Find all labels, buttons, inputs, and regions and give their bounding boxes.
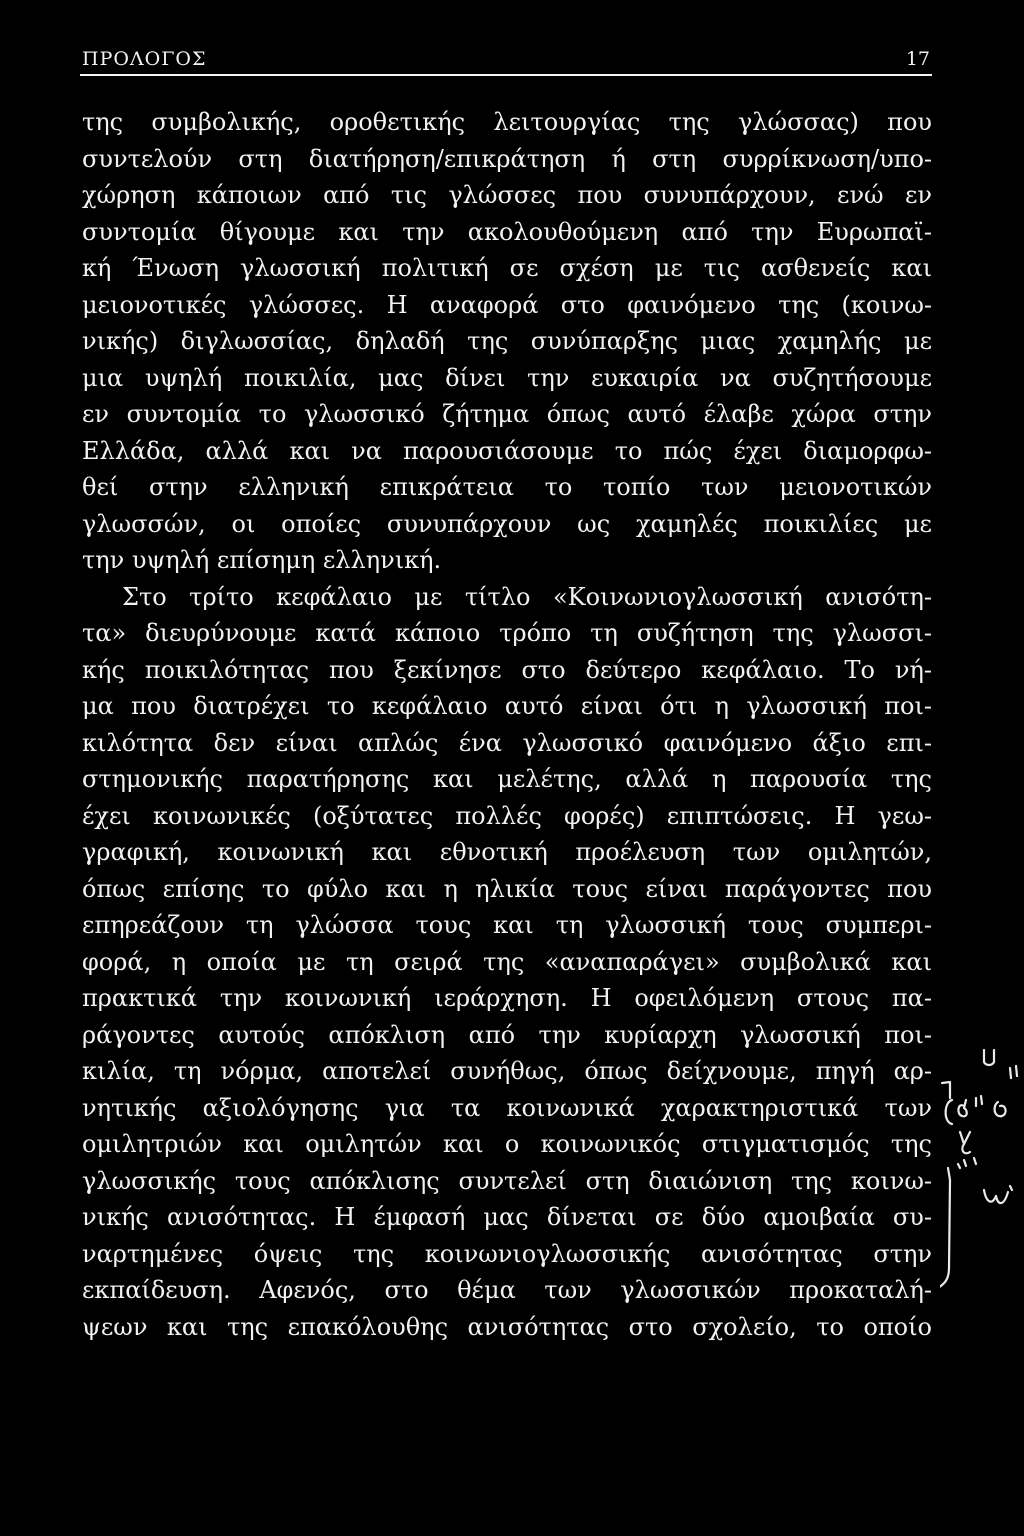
text-line: φορά, η οποία με τη σειρά της «αναπαράγει» συμβολικά και bbox=[82, 947, 932, 976]
text-line: πρακτικά την κοινωνική ιεράρχηση. Η οφειλόμενη στους πα- bbox=[82, 984, 932, 1012]
text-line: νικής) διγλωσσίας, δηλαδή της συνύπαρξης μιας χαμηλής με bbox=[82, 327, 932, 355]
text-line: συντελούν στη διατήρηση/επικράτηση ή στη συρρίκνωση/υπο- bbox=[82, 144, 932, 173]
text-line: κιλότητα δεν είναι απλώς ένα γλωσσικό φαινόμενο άξιο επι- bbox=[82, 728, 932, 757]
text-line: γραφική, κοινωνική και εθνοτική προέλευση των ομιλητών, bbox=[82, 838, 932, 866]
text-line: νητικής αξιολόγησης για τα κοινωνικά χαρακτηριστικά των bbox=[82, 1093, 932, 1122]
text-line: κής ποικιλότητας που ξεκίνησε στο δεύτερο κεφάλαιο. Το νή- bbox=[82, 655, 932, 684]
body-text bbox=[82, 104, 932, 1345]
text-line: κή Ένωση γλωσσική πολιτική σε σχέση με τις ασθενείς και bbox=[82, 254, 932, 282]
text-line: μια υψηλή ποικιλία, μας δίνει την ευκαιρία να συζητήσουμε bbox=[82, 363, 932, 392]
text-line: στημονικής παρατήρησης και μελέτης, αλλά η παρουσία της bbox=[82, 765, 932, 793]
text-line: νικής ανισότητας. Η έμφασή μας δίνεται σε δύο αμοιβαία συ- bbox=[82, 1203, 932, 1231]
text-line: μειονοτικές γλώσσες. Η αναφορά στο φαινόμενο της (κοινω- bbox=[82, 290, 932, 319]
text-line: γλωσσών, οι οποίες συνυπάρχουν ως χαμηλές ποικιλίες με bbox=[82, 509, 932, 538]
text-line: ομιλητριών και ομιλητών και ο κοινωνικός στιγματισμός της bbox=[82, 1130, 932, 1158]
text-line: χώρηση κάποιων από τις γλώσσες που συνυπάρχουν, ενώ εν bbox=[82, 181, 932, 209]
text-line: ψεων και της επακόλουθης ανισότητας στο σχολείο, το οποίο bbox=[82, 1312, 932, 1341]
text-line: γλωσσικής τους απόκλισης συντελεί στη διαιώνιση της κοινω- bbox=[82, 1166, 932, 1195]
text-line: τα» διευρύνουμε κατά κάποιο τρόπο τη συζήτηση της γλωσσι- bbox=[82, 619, 932, 647]
text-line: κιλία, τη νόρμα, αποτελεί συνήθως, όπως δείχνουμε, πηγή αρ- bbox=[82, 1057, 932, 1085]
text-line: ναρτημένες όψεις της κοινωνιογλωσσικής ανισότητας στην bbox=[82, 1239, 932, 1268]
running-header bbox=[80, 44, 932, 76]
text-line: εν συντομία το γλωσσικό ζήτημα όπως αυτό έλαβε χώρα στην bbox=[82, 400, 932, 428]
page-number: 17 bbox=[905, 48, 930, 70]
text-line: θεί στην ελληνική επικράτεια το τοπίο των μειονοτικών bbox=[82, 473, 932, 501]
text-line: έχει κοινωνικές (οξύτατες πολλές φορές) επιπτώσεις. Η γεω- bbox=[82, 801, 932, 830]
chapter-title: ΠΡΟΛΟΓΟΣ bbox=[82, 48, 207, 70]
text-line: μα που διατρέχει το κεφάλαιο αυτό είναι ότι η γλωσσική ποι- bbox=[82, 692, 932, 720]
handwritten-margin-annotation bbox=[940, 1040, 1024, 1340]
text-line: όπως επίσης το φύλο και η ηλικία τους είναι παράγοντες που bbox=[82, 874, 932, 903]
text-line: της συμβολικής, οροθετικής λειτουργίας της γλώσσας) που bbox=[82, 108, 932, 136]
text-line: Στο τρίτο κεφάλαιο με τίτλο «Κοινωνιογλωσσική ανισότη- bbox=[122, 582, 932, 611]
handwritten-scribble-icon bbox=[940, 1040, 1024, 1340]
text-line: επηρεάζουν τη γλώσσα τους και τη γλωσσική τους συμπερι- bbox=[82, 911, 932, 939]
text-line: Ελλάδα, αλλά και να παρουσιάσουμε το πώς έχει διαμορφω- bbox=[82, 436, 932, 465]
text-line: ράγοντες αυτούς απόκλιση από την κυρίαρχη γλωσσική ποι- bbox=[82, 1020, 932, 1049]
text-line: εκπαίδευση. Αφενός, στο θέμα των γλωσσικών προκαταλή- bbox=[82, 1276, 932, 1304]
text-line: συντομία θίγουμε και την ακολουθούμενη από την Ευρωπαϊ- bbox=[82, 217, 932, 246]
text-line: την υψηλή επίσημη ελληνική. bbox=[82, 546, 442, 574]
